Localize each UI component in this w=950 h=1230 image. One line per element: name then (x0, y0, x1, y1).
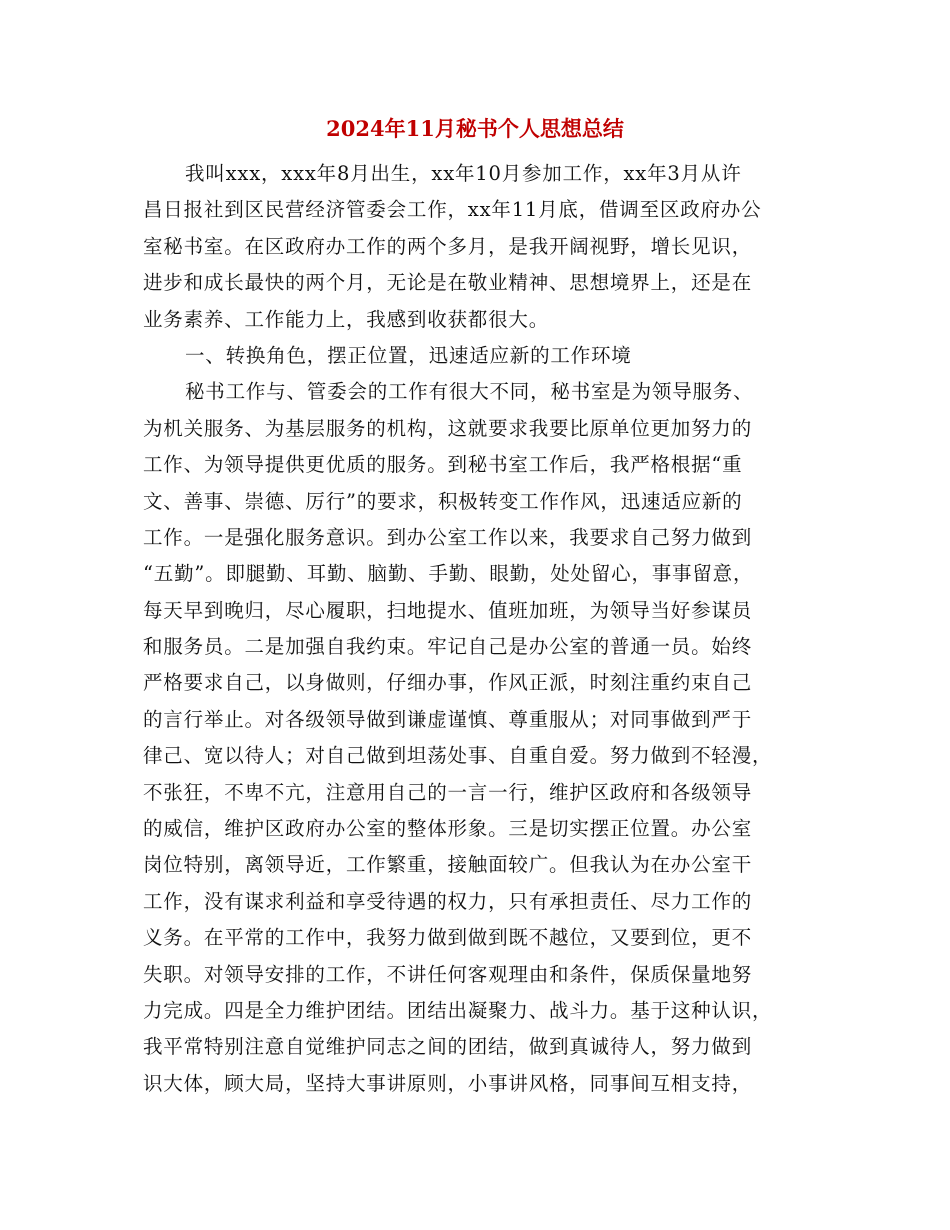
document-line: 不张狂，不卑不亢，注意用自己的一言一行，维护区政府和各级领导 (143, 780, 753, 804)
document-line: 进步和成长最快的两个月，无论是在敬业精神、思想境界上，还是在 (143, 271, 753, 295)
document-line: 业务素养、工作能力上，我感到收获都很大。 (143, 307, 550, 331)
document-line: 为机关服务、为基层服务的机构，这就要求我要比原单位更加努力的 (143, 416, 753, 440)
document-line: 我叫xxx，xxx年8月出生，xx年10月参加工作，xx年3月从许 (185, 162, 742, 185)
document-line: “五勤”。即腿勤、耳勤、脑勤、手勤、眼勤，处处留心，事事留意， (143, 562, 754, 586)
document-line: 一、转换角色，摆正位置，迅速适应新的工作环境 (185, 343, 632, 367)
document-line: 义务。在平常的工作中，我努力做到做到既不越位，又要到位，更不 (143, 926, 753, 950)
document-line: 力完成。四是全力维护团结。团结出凝聚力、战斗力。基于这种认识， (143, 998, 773, 1022)
document-line: 的言行举止。对各级领导做到谦虚谨慎、尊重服从；对同事做到严于 (143, 707, 753, 731)
document-line: 和服务员。二是加强自我约束。牢记自己是办公室的普通一员。始终 (143, 635, 753, 659)
document-line: 秘书工作与、管委会的工作有很大不同，秘书室是为领导服务、 (185, 380, 754, 404)
document-line: 工作，没有谋求利益和享受待遇的权力，只有承担责任、尽力工作的 (143, 889, 753, 913)
document-line: 每天早到晚归，尽心履职，扫地提水、值班加班，为领导当好参谋员 (143, 598, 753, 622)
document-line: 的威信，维护区政府办公室的整体形象。三是切实摆正位置。办公室 (143, 817, 753, 841)
document-body (143, 156, 805, 1102)
document-line: 室秘书室。在区政府办工作的两个多月，是我开阔视野，增长见识， (143, 234, 753, 258)
document-line: 昌日报社到区民营经济管委会工作，xx年11月底，借调至区政府办公 (143, 198, 762, 222)
document-line: 我平常特别注意自觉维护同志之间的团结，做到真诚待人，努力做到 (143, 1035, 753, 1059)
document-line: 失职。对领导安排的工作，不讲任何客观理由和条件，保质保量地努 (143, 962, 753, 986)
document-line: 严格要求自己，以身做则，仔细办事，作风正派，时刻注重约束自己 (143, 671, 753, 695)
document-line: 工作。一是强化服务意识。到办公室工作以来，我要求自己努力做到 (143, 525, 753, 549)
document-line: 文、善事、崇德、厉行”的要求，积极转变工作作风，迅速适应新的 (143, 489, 743, 513)
document-title: 2024年11月秘书个人思想总结 (326, 116, 624, 141)
document-line: 工作、为领导提供更优质的服务。到秘书室工作后，我严格根据“重 (143, 453, 743, 477)
document-line: 识大体，顾大局，坚持大事讲原则，小事讲风格，同事间互相支持， (143, 1071, 753, 1095)
document-line: 岗位特别，离领导近，工作繁重，接触面较广。但我认为在办公室干 (143, 853, 753, 877)
document-line: 律己、宽以待人；对自己做到坦荡处事、自重自爱。努力做到不轻漫， (143, 744, 773, 768)
